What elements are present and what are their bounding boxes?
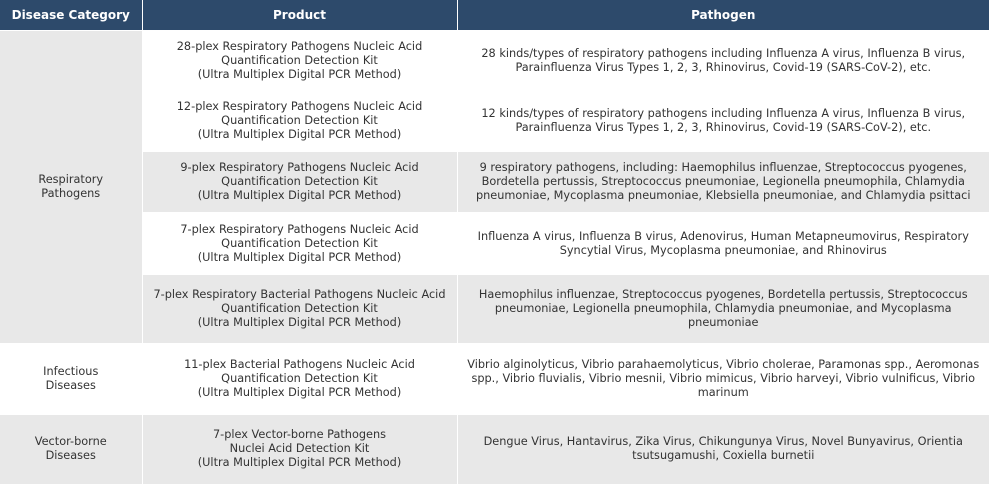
product-cell: 28-plex Respiratory Pathogens Nucleic Acid Quantification Detection Kit (Ultra Multiplex Digital PCR Method) [142, 31, 457, 91]
pathogen-cell: 28 kinds/types of respiratory pathogens including Influenza A virus, Influenza B virus, Parainfluenza Virus Types 1, 2, 3, Rhinovirus, Covid-19 (SARS-CoV-2), etc. [457, 31, 989, 91]
table-row [0, 152, 989, 213]
category-cell-vector: Vector-borne Diseases [0, 415, 142, 484]
table-row [0, 344, 989, 415]
product-cell: 11-plex Bacterial Pathogens Nucleic Acid Quantification Detection Kit (Ultra Multiplex Digital PCR Method) [142, 344, 457, 415]
pathogen-cell: 12 kinds/types of respiratory pathogens including Influenza A virus, Influenza B virus, Parainfluenza Virus Types 1, 2, 3, Rhinovirus, Covid-19 (SARS-CoV-2), etc. [457, 91, 989, 152]
table-row [0, 275, 989, 344]
table-row [0, 213, 989, 275]
pathogen-cell: Vibrio alginolyticus, Vibrio parahaemolyticus, Vibrio cholerae, Paramonas spp., Aeromonas spp., Vibrio fluvialis, Vibrio mesnii, Vibrio mimicus, Vibrio harveyi, Vibrio vulnificus, Vibrio marinum [457, 344, 989, 415]
pathogen-cell: 9 respiratory pathogens, including: Haemophilus influenzae, Streptococcus pyogenes, Bordetella pertussis, Streptococcus pneumoniae, Legionella pneumophila, Chlamydia pneumoniae, Mycoplasma pneumoniae, Klebsiella pneumoniae, and Chlamydia psittaci [457, 152, 989, 213]
pathogen-cell: Haemophilus influenzae, Streptococcus pyogenes, Bordetella pertussis, Streptococcus pneumoniae, Legionella pneumophila, Chlamydia pneumoniae, and Mycoplasma pneumoniae [457, 275, 989, 344]
product-cell: 7-plex Respiratory Bacterial Pathogens Nucleic Acid Quantification Detection Kit (Ultra Multiplex Digital PCR Method) [142, 275, 457, 344]
product-cell: 7-plex Respiratory Pathogens Nucleic Acid Quantification Detection Kit (Ultra Multiplex Digital PCR Method) [142, 213, 457, 275]
table-row [0, 31, 989, 91]
product-cell: 12-plex Respiratory Pathogens Nucleic Acid Quantification Detection Kit (Ultra Multiplex Digital PCR Method) [142, 91, 457, 152]
header-product: Product [142, 0, 457, 31]
table-row [0, 91, 989, 152]
category-cell-respiratory: Respiratory Pathogens [0, 31, 142, 344]
table-header-row [0, 0, 989, 31]
header-disease-category: Disease Category [0, 0, 142, 31]
table-row [0, 415, 989, 484]
product-cell: 7-plex Vector-borne Pathogens Nuclei Acid Detection Kit (Ultra Multiplex Digital PCR Method) [142, 415, 457, 484]
pathogen-cell: Dengue Virus, Hantavirus, Zika Virus, Chikungunya Virus, Novel Bunyavirus, Orientia tsutsugamushi, Coxiella burnetii [457, 415, 989, 484]
category-cell-infectious: Infectious Diseases [0, 344, 142, 415]
product-cell: 9-plex Respiratory Pathogens Nucleic Acid Quantification Detection Kit (Ultra Multiplex Digital PCR Method) [142, 152, 457, 213]
header-pathogen: Pathogen [457, 0, 989, 31]
pathogen-cell: Influenza A virus, Influenza B virus, Adenovirus, Human Metapneumovirus, Respiratory Syncytial Virus, Mycoplasma pneumoniae, and Rhinovirus [457, 213, 989, 275]
